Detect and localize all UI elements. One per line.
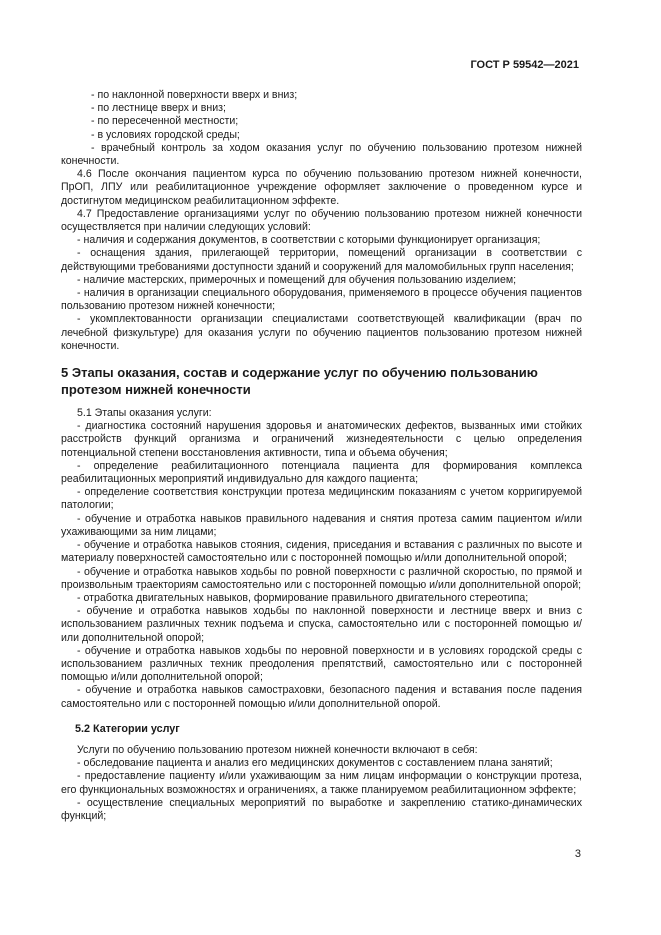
list-item: - в условиях городской среды;: [91, 128, 240, 141]
list-item: - обучение и отработка навыков правильного надевания и снятия протеза самим пациентом и/или ухаживающими за ним лицами;: [61, 512, 582, 538]
list-item: - наличия в организации специального оборудования, применяемого в процессе обучения пациентов пользованию протезом нижней конечности;: [61, 287, 582, 313]
page-number: 3: [574, 848, 581, 860]
list-item: - обучение и отработка навыков стояния, сидения, приседания и вставания с различных по высоте и материалу поверхностей самостоятельно или с посторонней помощью и/или дополнительной опорой;: [61, 539, 582, 565]
list-item: - обучение и отработка навыков ходьбы по неровной поверхности и в условиях городской среды с использованием различных техник преодоления препятствий, самостоятельно или с посторонней помощью и/или дополнительной опорой;: [61, 644, 582, 684]
list-item: - обследование пациента и анализ его медицинских документов с составлением плана занятий;: [77, 757, 553, 770]
document-header: ГОСТ Р 59542—2021: [470, 59, 579, 71]
paragraph-medical-control: - врачебный контроль за ходом оказания услуг по обучению пользованию протезом нижней конечности.: [61, 141, 582, 168]
list-item: - по пересеченной местности;: [91, 115, 239, 128]
list-item: - обучение и отработка навыков самостраховки, безопасного падения и вставания после падения самостоятельно или с посторонней помощью и/или дополнительной опорой.: [61, 684, 582, 710]
list-item: - по наклонной поверхности вверх и вниз;: [91, 89, 298, 101]
list-item: - осуществление специальных мероприятий по выработке и закреплению статико-динамических функций;: [61, 796, 582, 822]
section-5-2-title: 5.2 Категории услуг: [75, 722, 180, 735]
list-item: - наличия и содержания документов, в соответствии с которыми функционирует организация;: [77, 234, 541, 247]
list-item: - обучение и отработка навыков ходьбы по наклонной поверхности и лестнице вверх и вниз с использованием различных техник подъема и спуска, самостоятельно или с посторонней помощью и/или дополнительной опорой;: [61, 605, 582, 644]
list-item: - предоставление пациенту и/или ухаживающим за ним лицам информации о конструкции протеза, его функциональных возможностях и ограничениях, а также планируемом реабилитационном эффекте;: [61, 770, 582, 796]
list-item: - обучение и отработка навыков ходьбы по ровной поверхности с различной скоростью, по прямой и произвольным траекториям самостоятельно или с посторонней помощью и/или дополнительной опорой;: [61, 565, 582, 591]
list-item: - оснащения здания, прилегающей территории, помещений организации в соответствии с действующими требованиями доступности зданий и сооружений для маломобильных групп населения;: [61, 247, 582, 273]
paragraph-5-1: 5.1 Этапы оказания услуги:: [77, 407, 212, 420]
section-5-title: 5 Этапы оказания, состав и содержание услуг по обучению пользованию протезом нижней конечности: [61, 365, 538, 398]
page-body: [61, 89, 582, 823]
list-item: - определение соответствия конструкции протеза медицинским показаниям с учетом корригируемой патологии;: [61, 486, 582, 512]
paragraph-5-2: Услуги по обучению пользованию протезом нижней конечности включают в себя:: [77, 743, 478, 756]
list-item: - наличие мастерских, примерочных и помещений для обучения пользованию изделием;: [77, 273, 517, 286]
list-item: - по лестнице вверх и вниз;: [91, 102, 226, 115]
list-item: - диагностика состояний нарушения здоровья и анатомических дефектов, вызванных ими стойких расстройств функций организма и ограничений жизнедеятельности с целью определения потенциальной степени восстановления активности, типа и объема обучения;: [61, 420, 582, 459]
paragraph-4-7: 4.7 Предоставление организациями услуг по обучению пользованию протезом нижней конечности осуществляется при наличии следующих условий:: [61, 207, 582, 234]
list-item: - укомплектованности организации специалистами соответствующей квалификации (врач по лечебной физкультуре) для оказания услуги по обучению пациентов пользованию протезом нижней конечности.: [61, 313, 582, 352]
list-item: - отработка двигательных навыков, формирование правильного двигательного стереотипа;: [77, 591, 529, 604]
paragraph-4-6: 4.6 После окончания пациентом курса по обучению пользованию протезом нижней конечности, ПрОП, ЛПУ или реабилитационное учреждение оформляет заключение о проведенном курсе и достигнутом медицинском реабилитационном эффекте.: [61, 168, 582, 207]
list-item: - определение реабилитационного потенциала пациента для формирования комплекса реабилитационных мероприятий индивидуально для каждого пациента;: [61, 459, 582, 486]
